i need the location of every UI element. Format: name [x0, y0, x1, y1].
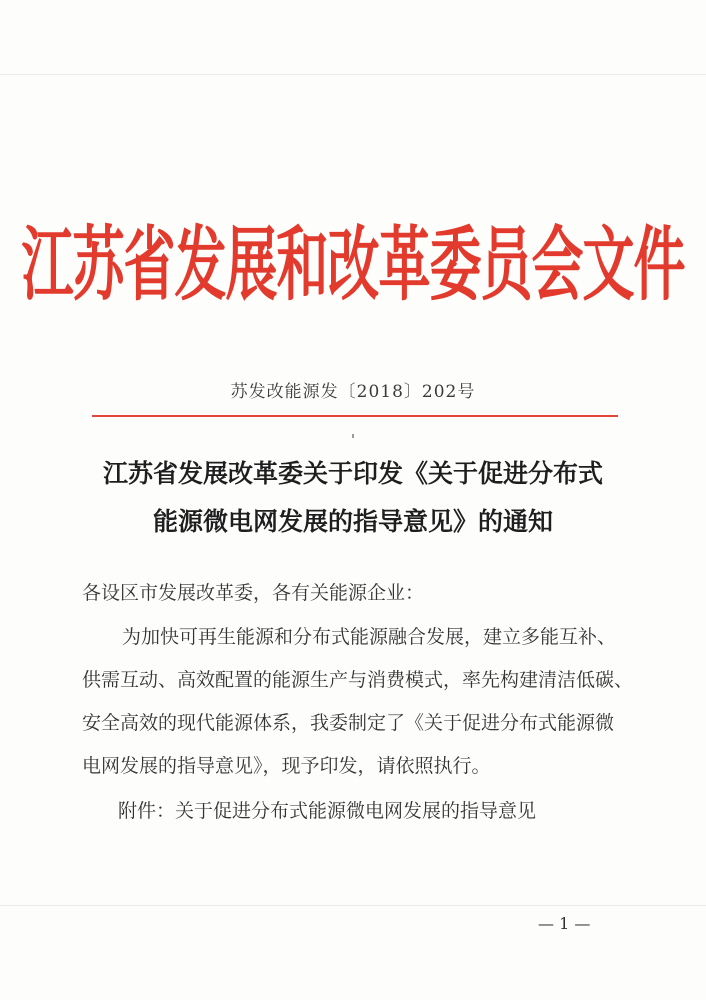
scan-top-line [0, 74, 706, 75]
body-line-1: 为加快可再生能源和分布式能源融合发展，建立多能互补、 [122, 626, 617, 648]
document-number: 苏发改能源发〔2018〕202号 [230, 382, 476, 402]
scan-speck [352, 434, 354, 438]
salutation: 各设区市发展改革委，各有关能源企业： [82, 582, 425, 604]
notice-title-line-2: 能源微电网发展的指导意见》的通知 [152, 507, 553, 536]
scan-bottom-line [0, 905, 706, 906]
masthead-title: 江苏省发展和改革委员会文件 [21, 219, 685, 313]
attachment-line: 附件：关于促进分布式能源微电网发展的指导意见 [118, 800, 537, 822]
body-line-3: 安全高效的现代能源体系，我委制定了《关于促进分布式能源微 [82, 712, 615, 734]
notice-title [0, 450, 706, 546]
body-line-2: 供需互动、高效配置的能源生产与消费模式，率先构建清洁低碳、 [82, 669, 634, 691]
body-paragraph [82, 616, 634, 788]
notice-title-line-1: 江苏省发展改革委关于印发《关于促进分布式 [102, 459, 603, 488]
red-separator-line [92, 415, 618, 417]
page-number: — 1 — [538, 914, 591, 933]
body-line-4: 电网发展的指导意见》，现予印发，请依照执行。 [82, 755, 491, 777]
